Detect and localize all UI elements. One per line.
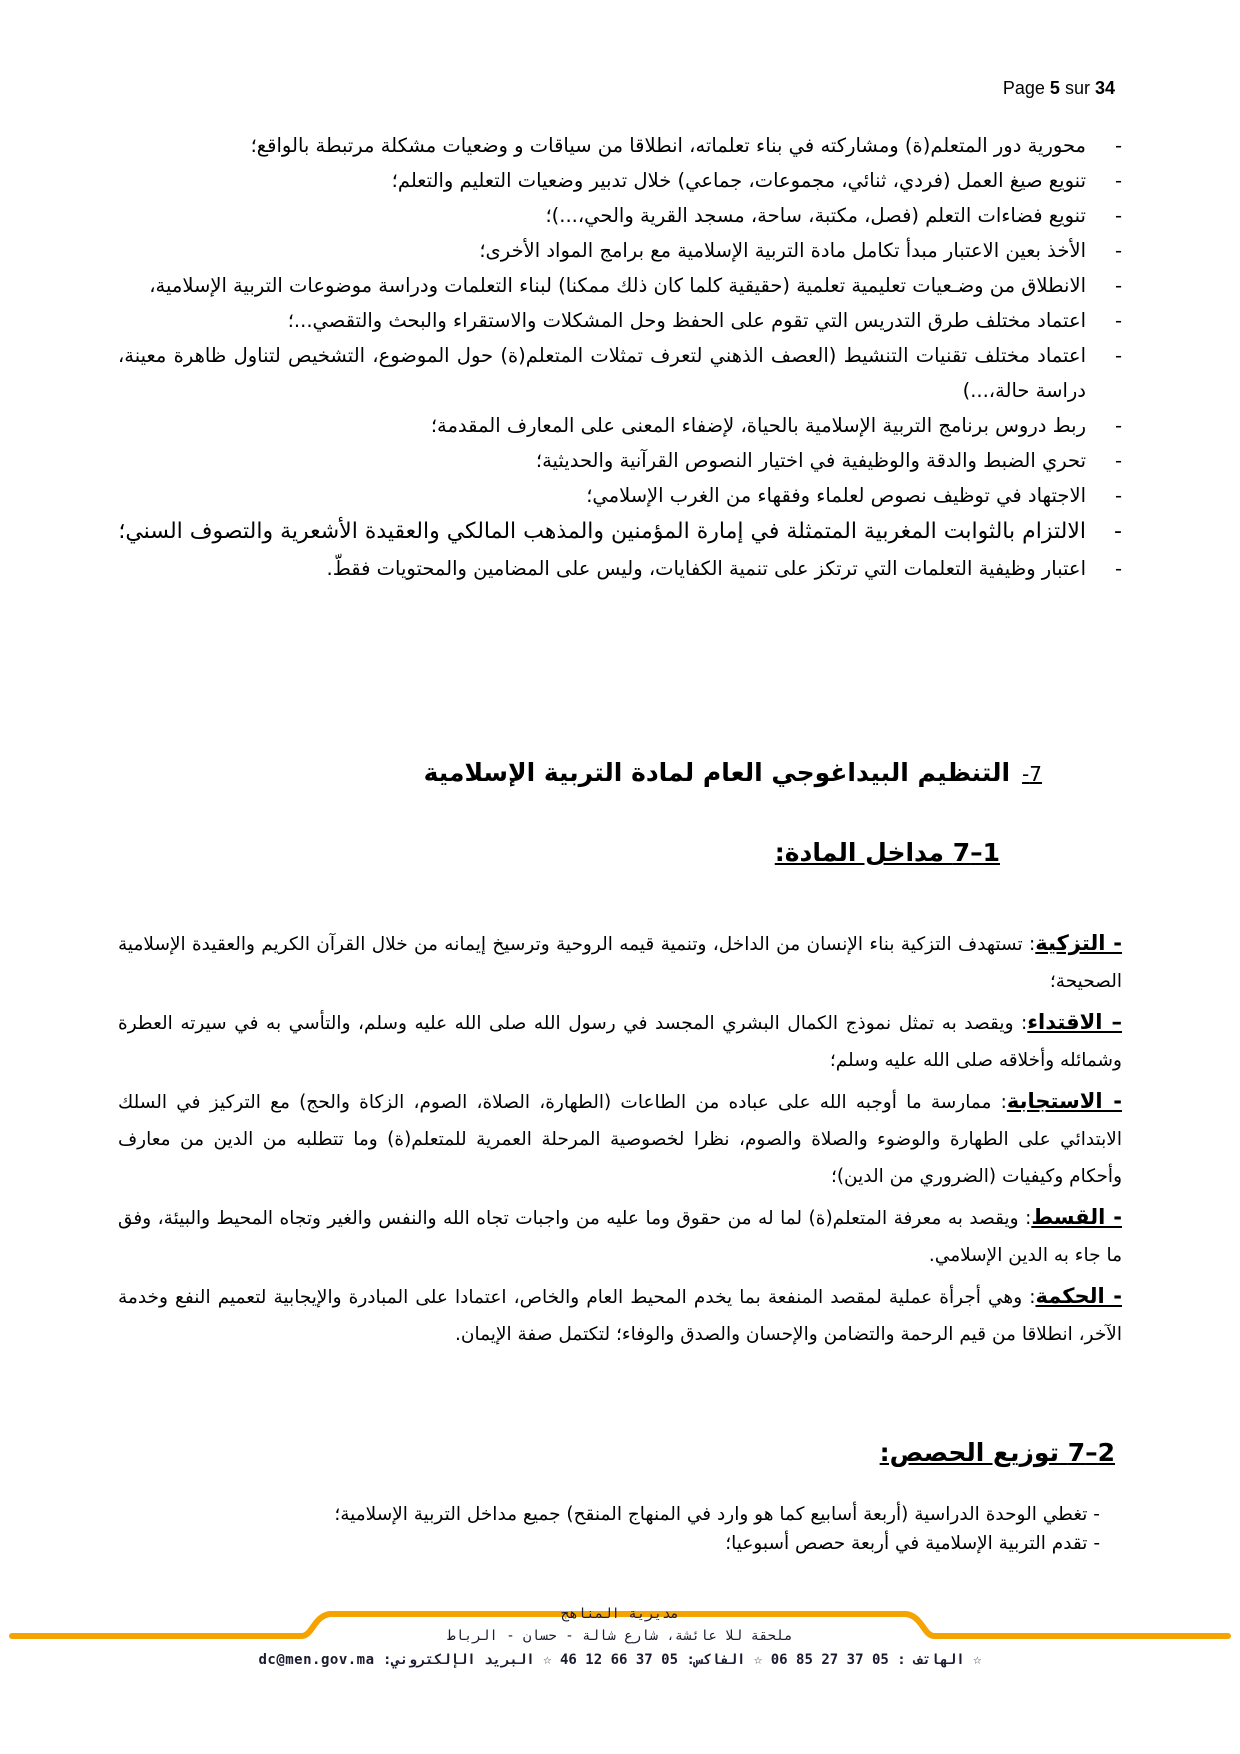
subsection-heading: 1–7 مداخل المادة: [774, 838, 1000, 867]
definition-item: - القسط: ويقصد به معرفة المتعلم(ة) لما له من حقوق وما عليه من واجبات تجاه الله والنفس والغير وتجاه المحيط والبيئة، وفق ما جاء به الدين الإسلامي. [118, 1205, 1122, 1266]
definition-item: – الاقتداء: ويقصد به تمثل نموذج الكمال البشري المجسد في رسول الله صلى الله عليه وسلم، والتأسي به في سيرته العطرة وشمائله وأخلاقه صلى الله عليه وسلم؛ [118, 1010, 1122, 1071]
definition-item: - التزكية: تستهدف التزكية بناء الإنسان من الداخل، وتنمية قيمه الروحية وترسيخ إيمانه من خلال القرآن الكريم والعقيدة الإسلامية الصحيحة؛ [118, 931, 1122, 992]
distribution-list [118, 1500, 1100, 1558]
list-item: - تنويع فضاءات التعلم (فصل، مكتبة، ساحة، مسجد القرية والحي،...)؛ [545, 204, 1122, 227]
page-number: Page 5 sur 34 [1002, 78, 1115, 98]
definition-item: - الحكمة: وهي أجرأة عملية لمقصد المنفعة بما يخدم المحيط العام والخاص، اعتمادا على المبادرة والإيجابية لتعميم النفع وخدمة الآخر، انطلاقا من قيم الرحمة والتضامن والإحسان والصدق والوفاء؛ لتكتمل صفة الإيمان. [118, 1284, 1122, 1345]
list-item: - تحري الضبط والدقة والوظيفية في اختيار النصوص القرآنية والحديثية؛ [535, 449, 1122, 472]
footer-address: ملحقة للا عائشة، شارع شالة - حسان - الرباط [447, 1628, 793, 1644]
footer-directorate: مديرية المناهج [560, 1606, 679, 1622]
list-item: - اعتبار وظيفية التعلمات التي ترتكز على تنمية الكفايات، وليس على المضامين والمحتويات فقطّ. [326, 557, 1122, 580]
list-item: - الاجتهاد في توظيف نصوص لعلماء وفقهاء من الغرب الإسلامي؛ [586, 484, 1122, 507]
list-item: - الالتزام بالثوابت المغربية المتمثلة في إمارة المؤمنين والمذهب المالكي والعقيدة الأشعرية والتصوف السني؛ [118, 519, 1122, 544]
subsection-heading: 2–7 توزيع الحصص: [879, 1438, 1115, 1467]
footer-contact: ☆ الهاتف : 05 37 27 85 06 ☆ الفاكس: 05 37 66 12 46 ☆ البريد الإلكتروني: dc@men.gov.ma [258, 1652, 982, 1668]
section-heading: 7-التنظيم البيداغوجي العام لمادة التربية الإسلامية [423, 758, 1042, 787]
definitions-list [118, 925, 1122, 1357]
list-item: - اعتماد مختلف تقنيات التنشيط (العصف الذهني لتعرف تمثلات المتعلم(ة) حول الموضوع، التشخيص لتناول ظاهرة معينة، دراسة حالة،...) [118, 344, 1122, 402]
list-item: - تقدم التربية الإسلامية في أربعة حصص أسبوعيا؛ [725, 1533, 1100, 1554]
list-item: - الانطلاق من وضـعيات تعليمية تعلمية (حقيقية كلما كان ذلك ممكنا) لبناء التعلمات ودراسة موضوعات التربية الإسلامية، [149, 274, 1122, 297]
list-item: - اعتماد مختلف طرق التدريس التي تقوم على الحفظ وحل المشكلات والاستقراء والبحث والتقصي...؛ [287, 309, 1122, 332]
list-item: - تنويع صيغ العمل (فردي، ثنائي، مجموعات، جماعي) خلال تدبير وضعيات التعليم والتعلم؛ [391, 169, 1122, 192]
list-item: - تغطي الوحدة الدراسية (أربعة أسابيع كما هو وارد في المنهاج المنقح) جميع مداخل التربية الإسلامية؛ [334, 1504, 1100, 1525]
list-item: - الأخذ بعين الاعتبار مبدأ تكامل مادة التربية الإسلامية مع برامج المواد الأخرى؛ [479, 239, 1122, 262]
definition-item: - الاستجابة: ممارسة ما أوجبه الله على عباده من الطاعات (الطهارة، الصلاة، الصوم، الزكاة والحج) مع التركيز في السلك الابتدائي على الطهارة والوضوء والصلاة والصوم، نظرا لخصوصية المرحلة العمرية للمتعلم(ة) وما تتطلبه من الدين من معارف وأحكام وكيفيات (الضروري من الدين)؛ [118, 1089, 1122, 1187]
list-item: - ربط دروس برنامج التربية الإسلامية بالحياة، لإضفاء المعنى على المعارف المقدمة؛ [430, 414, 1122, 437]
list-item: - محورية دور المتعلم(ة) ومشاركته في بناء تعلماته، انطلاقا من سياقات و وضعيات مشكلة مرتبطة بالواقع؛ [250, 134, 1122, 157]
principles-list [118, 128, 1122, 586]
